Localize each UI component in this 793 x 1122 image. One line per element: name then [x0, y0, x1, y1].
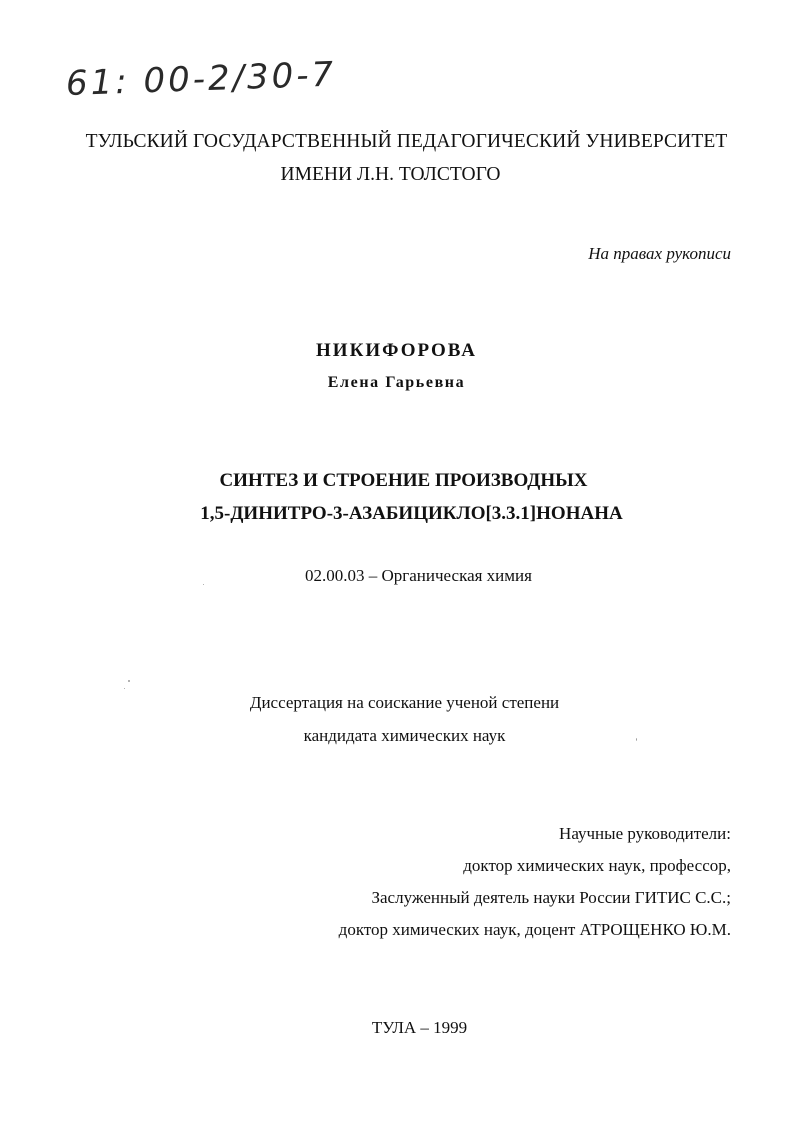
supervisors-heading: Научные руководители:: [559, 824, 731, 843]
scan-speck: [203, 584, 204, 585]
scan-speck: [128, 680, 130, 682]
author-surname: НИКИФОРОВА: [316, 340, 477, 361]
author-given-names: Елена Гарьевна: [327, 374, 466, 391]
supervisor-line-1: доктор химических наук, профессор,: [463, 856, 731, 875]
manuscript-rights-note: На правах рукописи: [588, 244, 731, 263]
degree-statement-line-2: кандидата химических наук: [303, 726, 506, 745]
thesis-title-line-2: 1,5-ДИНИТРО-3-АЗАБИЦИКЛО[3.3.1]НОНАНА: [200, 503, 623, 524]
supervisor-line-3: доктор химических наук, доцент АТРОЩЕНКО Ю.М.: [338, 920, 731, 939]
thesis-title-line-1: СИНТЕЗ И СТРОЕНИЕ ПРОИЗВОДНЫХ: [219, 470, 588, 491]
scan-speck: [124, 688, 125, 689]
scan-speck: [636, 738, 637, 741]
supervisor-line-2: Заслуженный деятель науки России ГИТИС С.С.;: [371, 888, 731, 907]
specialty-code: 02.00.03 – Органическая химия: [305, 566, 532, 585]
university-name-line-2: ИМЕНИ Л.Н. ТОЛСТОГО: [280, 164, 501, 185]
city-and-year: ТУЛА – 1999: [371, 1018, 468, 1037]
archive-stamp: 61: 00-2/30-7: [65, 54, 337, 104]
degree-statement-line-1: Диссертация на соискание ученой степени: [249, 693, 560, 712]
university-name-line-1: ТУЛЬСКИЙ ГОСУДАРСТВЕННЫЙ ПЕДАГОГИЧЕСКИЙ УНИВЕРСИТЕТ: [85, 131, 728, 152]
